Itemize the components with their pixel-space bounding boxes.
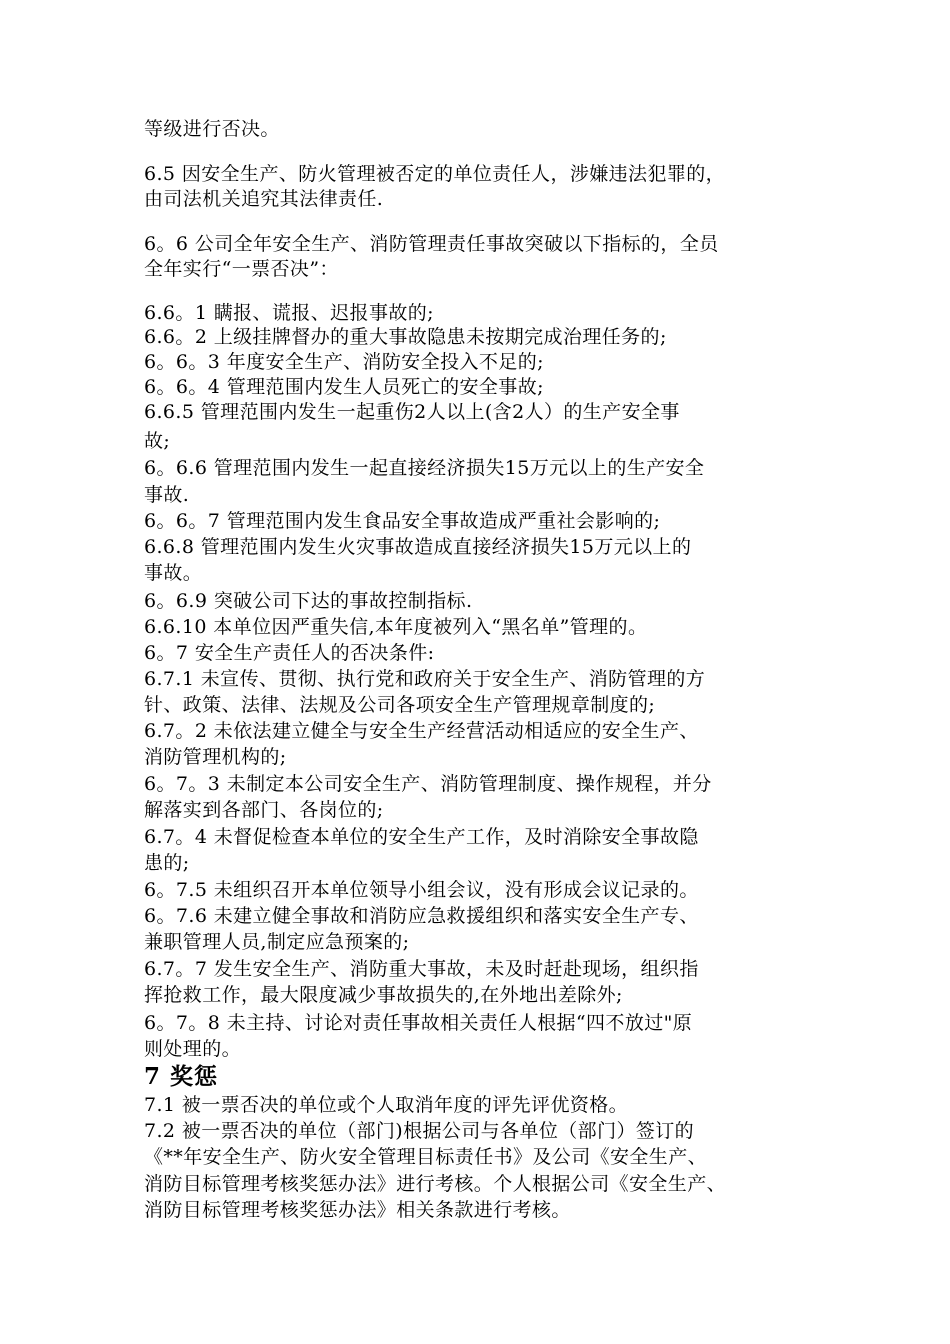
- list-item: 故;: [144, 430, 171, 452]
- list-item: 6.6。2 上级挂牌督办的重大事故隐患未按期完成治理任务的;: [144, 326, 667, 348]
- clause-6-6-line-1: 6。6 公司全年安全生产、消防管理责任事故突破以下指标的，全员: [144, 233, 719, 255]
- paragraph-continuation: 等级进行否决。: [144, 118, 280, 140]
- list-item: 解落实到各部门、各岗位的;: [144, 799, 384, 821]
- list-item: 6。6.6 管理范围内发生一起直接经济损失15万元以上的生产安全: [144, 457, 705, 479]
- list-item: 7.1 被一票否决的单位或个人取消年度的评先评优资格。: [144, 1094, 629, 1116]
- list-item: 6。6。3 年度安全生产、消防安全投入不足的;: [144, 351, 544, 373]
- clause-6-5-line-1: 6.5 因安全生产、防火管理被否定的单位责任人，涉嫌违法犯罪的，: [144, 163, 726, 185]
- list-item: 消防管理机构的;: [144, 746, 287, 768]
- list-item: 则处理的。: [144, 1038, 242, 1060]
- list-item: 6.7.1 未宣传、贯彻、执行党和政府关于安全生产、消防管理的方: [144, 668, 706, 690]
- list-item: 消防目标管理考核奖惩办法》相关条款进行考核。: [144, 1199, 571, 1221]
- list-item: 6。7。8 未主持、讨论对责任事故相关责任人根据“四不放过"原: [144, 1012, 693, 1034]
- list-item: 6.6.10 本单位因严重失信,本年度被列入“黑名单”管理的。: [144, 616, 648, 638]
- list-item: 6.7。2 未依法建立健全与安全生产经营活动相适应的安全生产、: [144, 720, 699, 742]
- list-item: 6。6.9 突破公司下达的事故控制指标.: [144, 590, 473, 612]
- list-item: 6。7.6 未建立健全事故和消防应急救援组织和落实安全生产专、: [144, 905, 699, 927]
- list-item: 《**年安全生产、防火安全管理目标责任书》及公司《安全生产、: [144, 1146, 708, 1168]
- list-item: 6.7。7 发生安全生产、消防重大事故，未及时赶赴现场，组织指: [144, 958, 699, 980]
- list-item: 事故.: [144, 484, 190, 506]
- clause-6-5-line-2: 由司法机关追究其法律责任.: [144, 188, 384, 210]
- list-item: 针、政策、法律、法规及公司各项安全生产管理规章制度的;: [144, 694, 656, 716]
- list-item: 事故。: [144, 562, 203, 584]
- list-item: 患的;: [144, 852, 190, 874]
- list-item: 6。7。3 未制定本公司安全生产、消防管理制度、操作规程，并分: [144, 773, 712, 795]
- list-item: 兼职管理人员,制定应急预案的;: [144, 931, 410, 953]
- list-item: 6.6.5 管理范围内发生一起重伤2人以上(含2人）的生产安全事: [144, 401, 680, 423]
- list-item: 6.7。4 未督促检查本单位的安全生产工作，及时消除安全事故隐: [144, 826, 699, 848]
- list-item: 挥抢救工作，最大限度减少事故损失的,在外地出差除外;: [144, 984, 623, 1006]
- list-item: 6.6。1 瞒报、谎报、迟报事故的;: [144, 302, 434, 324]
- list-item: 消防目标管理考核奖惩办法》进行考核。个人根据公司《安全生产、: [144, 1173, 727, 1195]
- list-item: 6。7.5 未组织召开本单位领导小组会议，没有形成会议记录的。: [144, 879, 699, 901]
- list-item: 6.6.8 管理范围内发生火灾事故造成直接经济损失15万元以上的: [144, 536, 692, 558]
- list-item: 7.2 被一票否决的单位（部门)根据公司与各单位（部门）签订的: [144, 1120, 695, 1142]
- clause-6-6-line-2: 全年实行“一票否决”：: [144, 258, 339, 280]
- clause-6-7-title: 6。7 安全生产责任人的否决条件:: [144, 642, 435, 664]
- list-item: 6。6。4 管理范围内发生人员死亡的安全事故;: [144, 376, 544, 398]
- section-7-heading: 7 奖惩: [144, 1063, 219, 1090]
- list-item: 6。6。7 管理范围内发生食品安全事故造成严重社会影响的;: [144, 510, 661, 532]
